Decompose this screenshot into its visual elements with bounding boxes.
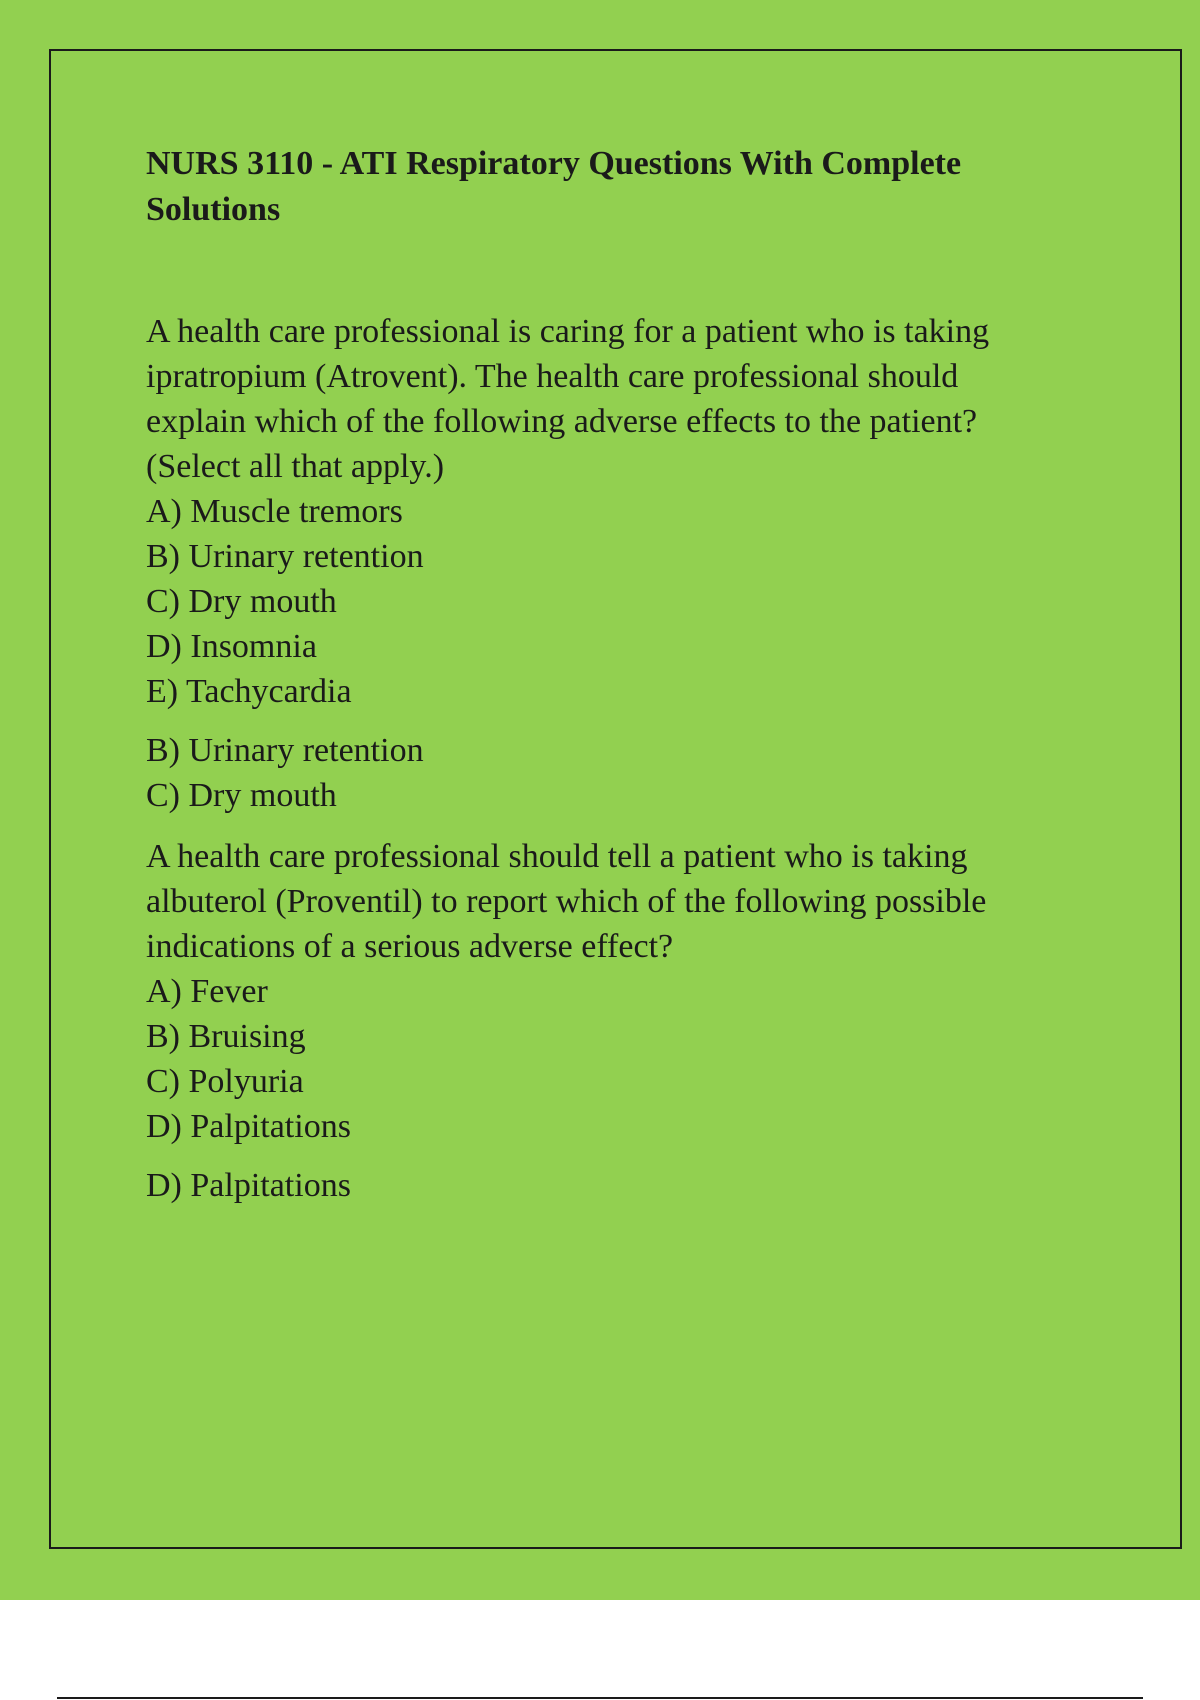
option-item: B) Bruising xyxy=(146,1018,306,1055)
option-item: A) Muscle tremors xyxy=(146,493,403,530)
question-block-2 xyxy=(146,834,1066,1208)
document-title: NURS 3110 - ATI Respiratory Questions With Complete Solutions xyxy=(146,145,962,228)
option-item: D) Palpitations xyxy=(146,1108,351,1145)
option-item: D) Insomnia xyxy=(146,628,317,665)
option-item: C) Polyuria xyxy=(146,1063,304,1100)
question-block-1 xyxy=(146,309,1066,818)
answer-list xyxy=(146,1163,1066,1208)
answer-item: D) Palpitations xyxy=(146,1167,351,1204)
question-text: A health care professional is caring for a patient who is taking ipratropium (Atrovent). The health care professional should explain which of the following adverse effects to the patient? (Select all that apply.) xyxy=(146,313,990,485)
option-item: E) Tachycardia xyxy=(146,673,352,710)
document-content xyxy=(146,141,1066,1224)
option-item: B) Urinary retention xyxy=(146,538,424,575)
option-item: A) Fever xyxy=(146,973,268,1010)
footer-divider xyxy=(57,1697,1143,1699)
answer-list xyxy=(146,728,1066,818)
question-text: A health care professional should tell a patient who is taking albuterol (Proventil) to report which of the following possible indications of a serious adverse effect? xyxy=(146,838,987,965)
option-list xyxy=(146,969,1066,1149)
option-item: C) Dry mouth xyxy=(146,583,337,620)
answer-item: C) Dry mouth xyxy=(146,777,337,814)
option-list xyxy=(146,489,1066,714)
answer-item: B) Urinary retention xyxy=(146,732,424,769)
